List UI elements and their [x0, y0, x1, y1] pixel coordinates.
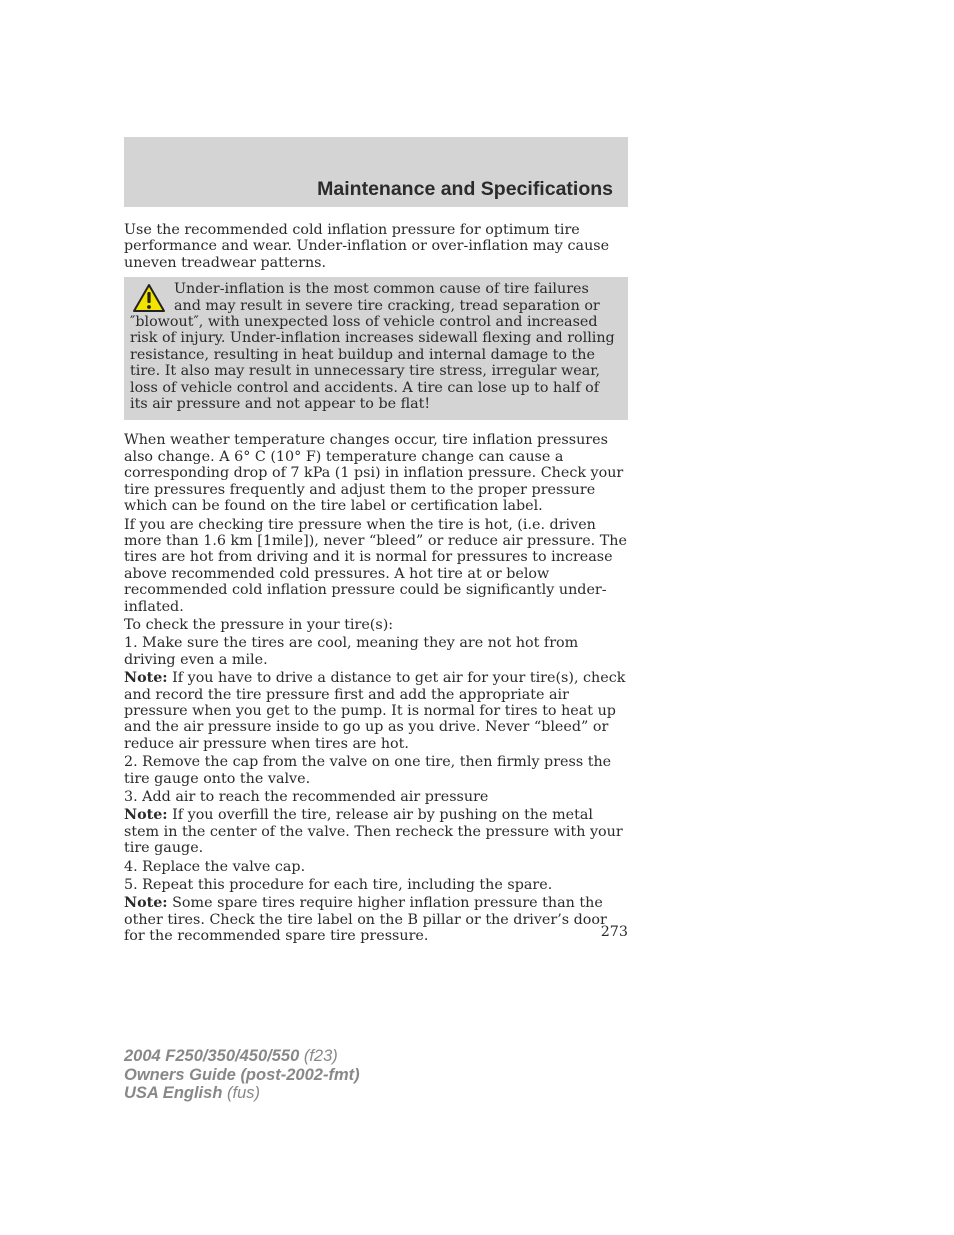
warning-triangle-icon: [132, 283, 166, 313]
intro-paragraph: Use the recommended cold inflation pressure for optimum tire performance and wear. Under-inflation or over-inflation may cause uneven treadwear patterns.: [124, 222, 610, 271]
note-text: Some spare tires require higher inflation pressure than the other tires. Check the tire label on the B pillar or the driver’s door for the recommended spare tire pressure.: [124, 895, 607, 945]
footer-model: 2004 F250/350/450/550: [124, 1047, 300, 1065]
step-5: 5. Repeat this procedure for each tire, including the spare.: [124, 877, 553, 894]
hot-tire-paragraph: If you are checking tire pressure when the tire is hot, (i.e. driven more than 1.6 km [1mile]), never “bleed” or reduce air pressure. The tires are hot from driving and it is normal for pressures to increase above recommended cold pressures. A hot tire at or below recommended cold inflation pressure could be significantly under-inflated.: [124, 516, 627, 615]
footer-line-1: [124, 1047, 360, 1066]
note-label: Note:: [124, 895, 168, 912]
footer-line-3: [124, 1084, 360, 1103]
footer-language-code: (fus): [222, 1084, 260, 1102]
step-3: 3. Add air to reach the recommended air pressure: [124, 789, 489, 805]
footer-line-2: Owners Guide (post-2002-fmt): [124, 1065, 360, 1084]
section-header-bar: [124, 137, 628, 207]
temperature-paragraph: When weather temperature changes occur, tire inflation pressures also change. A 6° C (10° F) temperature change can cause a corresponding drop of 7 kPa (1 psi) in inflation pressure. Check your tire pressures frequently and adjust them to the proper pressure which can be found on the tire label or certification label.: [124, 432, 624, 515]
page-content: [124, 222, 628, 947]
warning-box: [124, 277, 628, 420]
step-1: 1. Make sure the tires are cool, meaning they are not hot from driving even a mile.: [124, 635, 579, 668]
footer: [124, 1047, 360, 1103]
note-3: [124, 895, 628, 944]
note-text: If you have to drive a distance to get air for your tire(s), check and record the tire pressure first and add the appropriate air pressure when you get to the pump. It is normal for tires to heat up and the air pressure inside to go up as you drive. Never “bleed” or reduce air pressure when tires are hot.: [124, 670, 626, 752]
note-1: [124, 670, 628, 752]
section-title: Maintenance and Specifications: [317, 178, 613, 200]
note-label: Note:: [124, 670, 168, 687]
footer-language: USA English: [124, 1084, 223, 1102]
warning-text: Under-inflation is the most common cause of tire failures and may result in severe tire cracking, tread separation or ″blowout″, with unexpected loss of vehicle control and increased risk of injury. Under-inflation increases sidewall flexing and rolling resistance, resulting in heat buildup and internal damage to the tire. It also may result in unnecessary tire stress, irregular wear, loss of vehicle control and accidents. A tire can lose up to half of its air pressure and not appear to be flat!: [130, 281, 615, 413]
note-label: Note:: [124, 807, 168, 824]
note-2: [124, 807, 628, 856]
step-4: 4. Replace the valve cap.: [124, 858, 306, 875]
step-2: 2. Remove the cap from the valve on one tire, then firmly press the tire gauge onto the valve.: [124, 754, 612, 787]
note-text: If you overfill the tire, release air by pushing on the metal stem in the center of the valve. Then recheck the pressure with your tire gauge.: [124, 807, 623, 857]
footer-model-code: (f23): [299, 1047, 338, 1065]
check-pressure-intro: To check the pressure in your tire(s):: [124, 616, 394, 633]
page-number: 273: [600, 924, 628, 940]
